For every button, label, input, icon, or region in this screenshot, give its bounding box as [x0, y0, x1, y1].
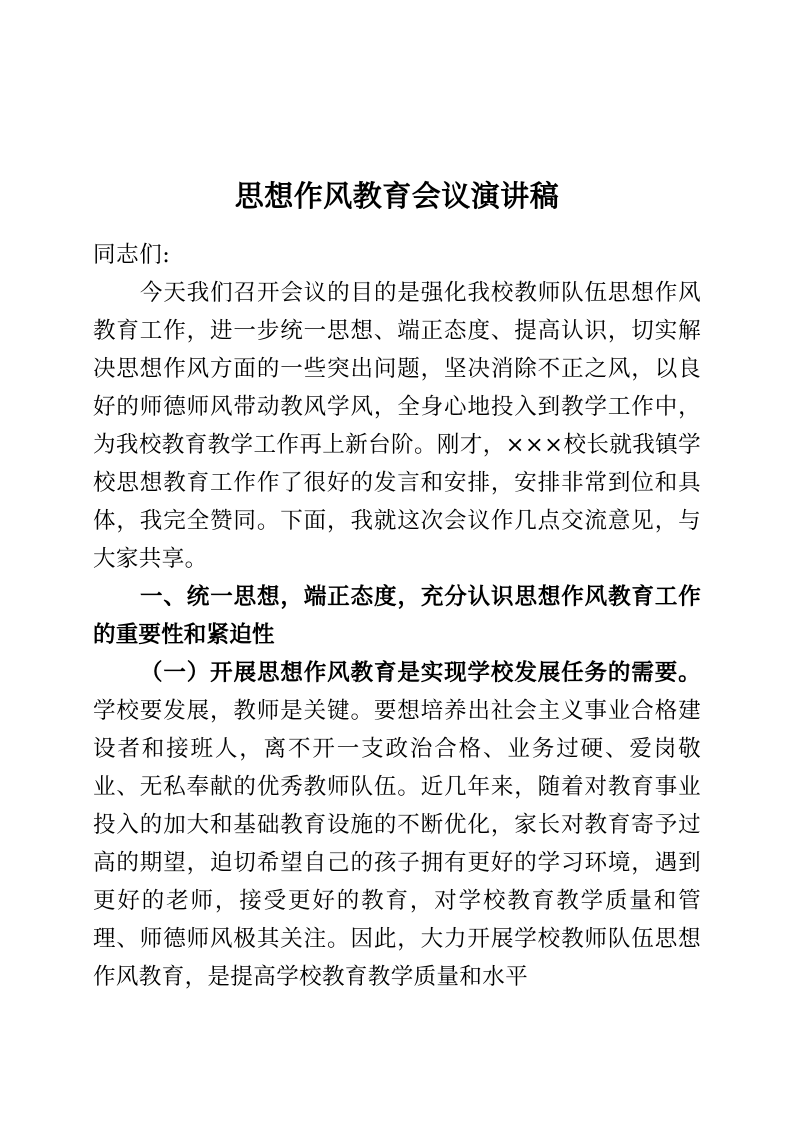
subsection-one-lead: （一）开展思想作风教育是实现学校发展任务的需要。 — [140, 660, 701, 686]
salutation-line: 同志们: — [93, 242, 171, 268]
subsection-one-body: 学校要发展，教师是关键。要想培养出社会主义事业合格建设者和接班人，离不开一支政治合格、业务过硬、爱岗敬业、无私奉献的优秀教师队伍。近几年来，随着对教育事业投入的加大和基础教育设施的不断优化，家长对教育寄予过高的期望，迫切希望自己的孩子拥有更好的学习环境，遇到更好的老师，接受更好的教育，对学校教育教学质量和管理、师德师风极其关注。因此，大力开展学校教师队伍思想作风教育，是提高学校教育教学质量和水平 — [93, 698, 701, 990]
document-title: 思想作风教育会议演讲稿 — [234, 179, 560, 213]
document-body — [93, 0, 701, 996]
paragraph-intro: 今天我们召开会议的目的是强化我校教师队伍思想作风教育工作，进一步统一思想、端正态度、提高认识，切实解决思想作风方面的一些突出问题，坚决消除不正之风，以良好的师德师风带动教风学风，全身心地投入到教学工作中，为我校教育教学工作再上新台阶。刚才，×××校长就我镇学校思想教育工作作了很好的发言和安排，安排非常到位和具体，我完全赞同。下面，我就这次会议作几点交流意见，与大家共享。 — [93, 280, 701, 572]
section-heading-one: 一、统一思想，端正态度，充分认识思想作风教育工作的重要性和紧迫性 — [93, 584, 701, 648]
paragraph-subsection-one — [93, 654, 701, 996]
